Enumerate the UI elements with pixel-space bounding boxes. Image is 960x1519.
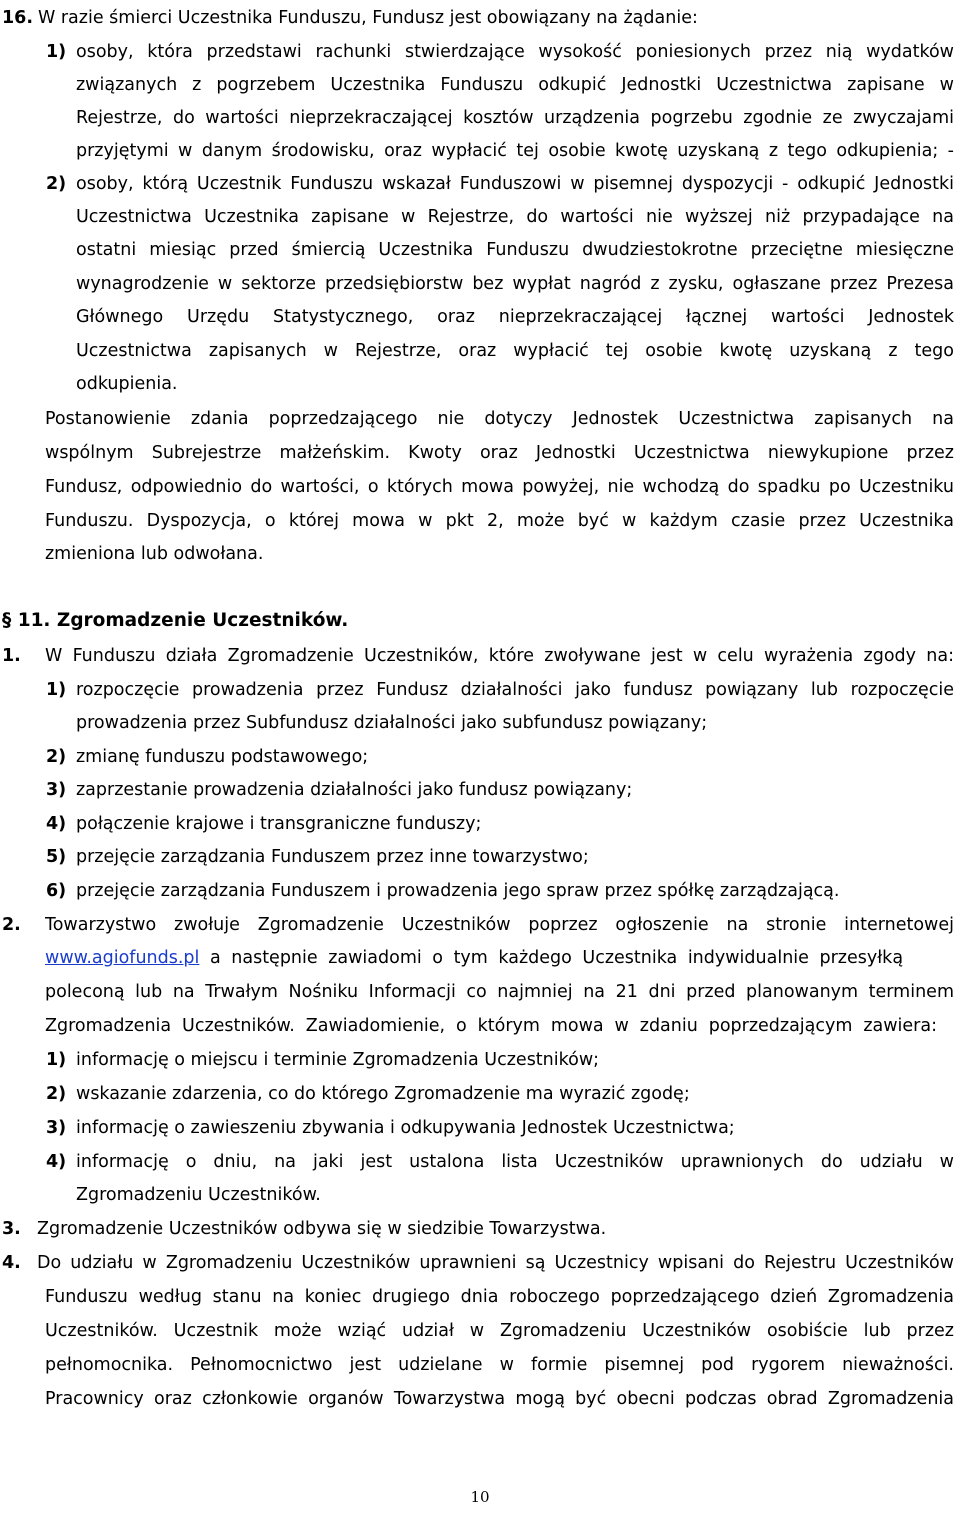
- paragraph-line: [45, 941, 954, 975]
- point-number: 1.: [2, 646, 21, 666]
- list-number: 5): [46, 847, 67, 867]
- list-item-text: przejęcie zarządzania Funduszem i prowadzenia jego spraw przez spółkę zarządzającą.: [76, 881, 840, 901]
- list-item-text: Zgromadzeniu Uczestników.: [76, 1185, 321, 1205]
- section-heading: § 11. Zgromadzenie Uczestników.: [2, 610, 349, 631]
- list-item-text: rozpoczęcie prowadzenia przez Fundusz działalności jako fundusz powiązany lub rozpoczęcie: [76, 680, 954, 700]
- paragraph-line: Zgromadzenia Uczestników. Zawiadomienie, o którym mowa w zdaniu poprzedzającym zawiera:: [45, 1016, 937, 1036]
- list-number: 6): [46, 881, 67, 901]
- list-item-text: osoby, którą Uczestnik Funduszu wskazał Funduszowi w pisemnej dyspozycji - odkupić Jednostki: [76, 174, 954, 194]
- list-number: 1): [46, 1050, 67, 1070]
- list-number: 2): [46, 1084, 67, 1104]
- list-item-text: Głównego Urzędu Statystycznego, oraz nieprzekraczającej łącznej wartości Jednostek: [76, 307, 954, 327]
- list-number: 1): [46, 42, 67, 62]
- paragraph-line: wspólnym Subrejestrze małżeńskim. Kwoty oraz Jednostki Uczestnictwa niewykupione przez: [45, 443, 954, 463]
- paragraph-line: Postanowienie zdania poprzedzającego nie dotyczy Jednostek Uczestnictwa zapisanych na: [45, 409, 954, 429]
- list-item-text: przejęcie zarządzania Funduszem przez inne towarzystwo;: [76, 847, 589, 867]
- point-intro: W Funduszu działa Zgromadzenie Uczestników, które zwoływane jest w celu wyrażenia zgody na:: [45, 646, 954, 666]
- list-item-text: Uczestnictwa zapisanych w Rejestrze, oraz wypłacić tej osobie kwotę uzyskaną z tego: [76, 341, 954, 361]
- paragraph-line: Do udziału w Zgromadzeniu Uczestników uprawnieni są Uczestnicy wpisani do Rejestru Uczestników: [37, 1253, 954, 1273]
- point-number: 2.: [2, 915, 21, 935]
- list-item-text: informację o miejscu i terminie Zgromadzenia Uczestników;: [76, 1050, 600, 1070]
- agiofunds-link[interactable]: www.agiofunds.pl: [45, 948, 200, 968]
- list-item-text: zmianę funduszu podstawowego;: [76, 747, 369, 767]
- list-number: 3): [46, 1118, 67, 1138]
- paragraph-line: Fundusz, odpowiednio do wartości, o których mowa powyżej, nie wchodzą do spadku po Uczestniku: [45, 477, 954, 497]
- list-item-text: połączenie krajowe i transgraniczne funduszy;: [76, 814, 482, 834]
- list-number: 4): [46, 1152, 67, 1172]
- list-number: 2): [46, 747, 67, 767]
- point-number: 4.: [2, 1253, 21, 1273]
- paragraph-line: Funduszu. Dyspozycja, o której mowa w pkt 2, może być w każdym czasie przez Uczestnika: [45, 511, 954, 531]
- section-intro: W razie śmierci Uczestnika Funduszu, Fundusz jest obowiązany na żądanie:: [38, 8, 698, 28]
- section-number: 16.: [2, 8, 34, 28]
- list-item-text: informację o dniu, na jaki jest ustalona lista Uczestników uprawnionych do udziału w: [76, 1152, 954, 1172]
- list-item-text: wskazanie zdarzenia, co do którego Zgromadzenie ma wyrazić zgodę;: [76, 1084, 690, 1104]
- list-item-text: informację o zawieszeniu zbywania i odkupywania Jednostek Uczestnictwa;: [76, 1118, 735, 1138]
- paragraph-line: Towarzystwo zwołuje Zgromadzenie Uczestników poprzez ogłoszenie na stronie internetowej: [45, 915, 954, 935]
- list-item-text: prowadzenia przez Subfundusz działalności jako subfundusz powiązany;: [76, 713, 708, 733]
- list-number: 3): [46, 780, 67, 800]
- paragraph-line: Pracownicy oraz członkowie organów Towarzystwa mogą być obecni podczas obrad Zgromadzenia: [45, 1389, 954, 1409]
- list-number: 1): [46, 680, 67, 700]
- paragraph-line: zmieniona lub odwołana.: [45, 544, 264, 564]
- list-item-text: przyjętymi w danym środowisku, oraz wypłacić tej osobie kwotę uzyskaną z tego odkupienia; -: [76, 141, 954, 161]
- list-number: 2): [46, 174, 67, 194]
- list-number: 4): [46, 814, 67, 834]
- paragraph-line: pełnomocnika. Pełnomocnictwo jest udzielane w formie pisemnej pod rygorem nieważności.: [45, 1355, 954, 1375]
- list-item-text: Uczestnictwa Uczestnika zapisane w Rejestrze, do wartości nie wyższej niż przypadające na: [76, 207, 954, 227]
- paragraph-line: Zgromadzenie Uczestników odbywa się w siedzibie Towarzystwa.: [37, 1219, 607, 1239]
- paragraph-line: Funduszu według stanu na koniec drugiego dnia roboczego poprzedzającego dzień Zgromadzenia: [45, 1287, 954, 1307]
- list-item-text: ostatni miesiąc przed śmiercią Uczestnika Funduszu dwudziestokrotne przeciętne miesięczne: [76, 240, 954, 260]
- list-item-text: Rejestrze, do wartości nieprzekraczającej kosztów urządzenia pogrzebu zgodnie ze zwyczajami: [76, 108, 954, 128]
- paragraph-line: Uczestników. Uczestnik może wziąć udział w Zgromadzeniu Uczestników osobiście lub przez: [45, 1321, 954, 1341]
- list-item-text: zaprzestanie prowadzenia działalności jako fundusz powiązany;: [76, 780, 633, 800]
- paragraph-line: poleconą lub na Trwałym Nośniku Informacji co najmniej na 21 dni przed planowanym terminem: [45, 982, 954, 1002]
- list-item-text: osoby, która przedstawi rachunki stwierdzające wysokość poniesionych przez nią wydatków: [76, 42, 954, 62]
- page-number: 10: [470, 1488, 490, 1506]
- list-item-text: odkupienia.: [76, 374, 178, 394]
- list-item-text: związanych z pogrzebem Uczestnika Funduszu odkupić Jednostki Uczestnictwa zapisane w: [76, 75, 954, 95]
- list-item-text: wynagrodzenie w sektorze przedsiębiorstw bez wypłat nagród z zysku, ogłaszane przez Prezesa: [76, 274, 954, 294]
- point-number: 3.: [2, 1219, 21, 1239]
- link-continuation: a następnie zawiadomi o tym każdego Uczestnika indywidualnie przesyłką: [199, 948, 904, 968]
